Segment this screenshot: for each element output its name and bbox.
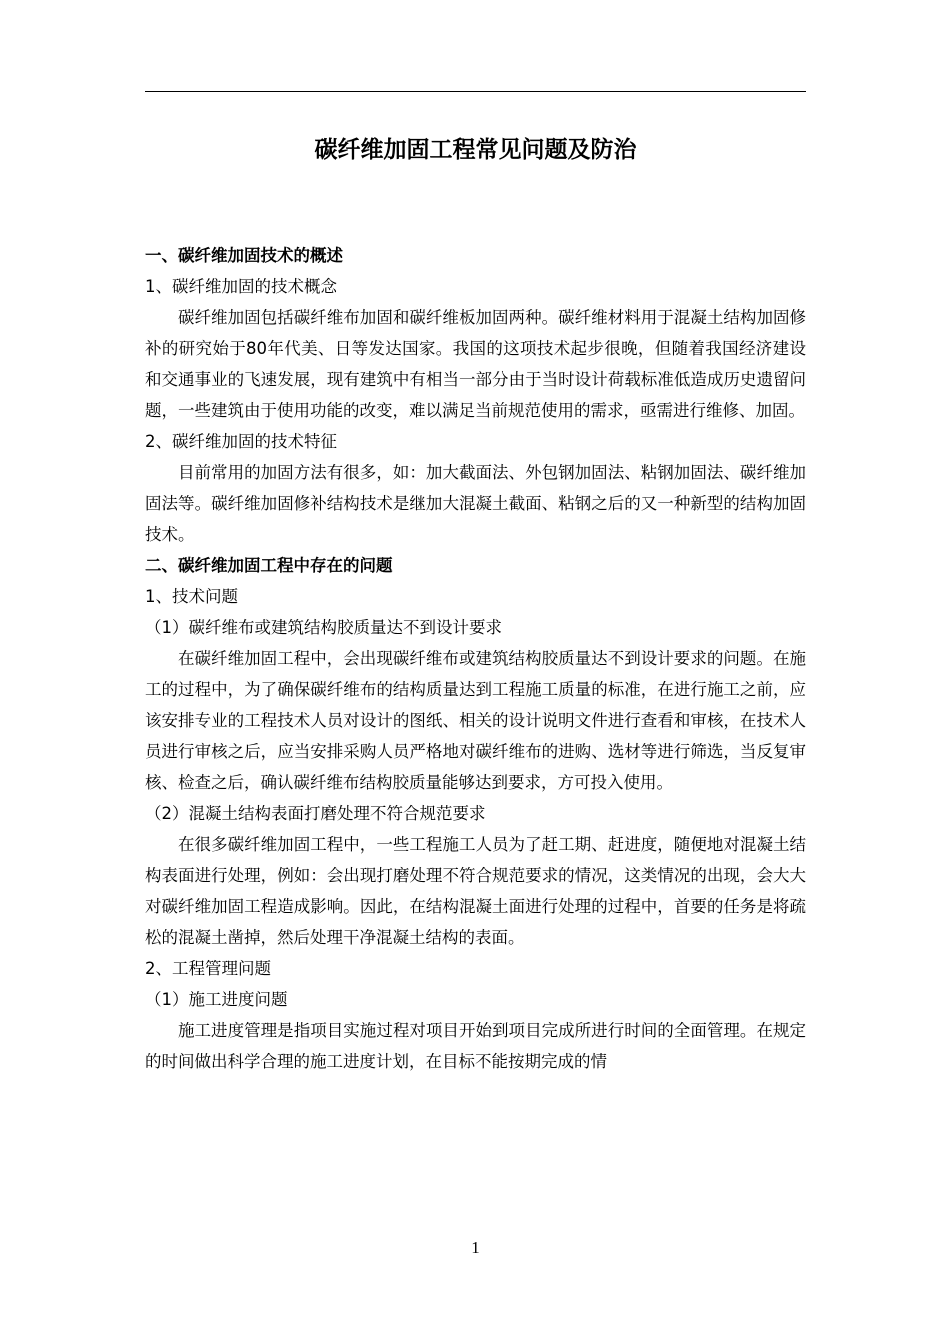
paragraph: 在很多碳纤维加固工程中，一些工程施工人员为了赶工期、赶进度，随便地对混凝土结构表面进行处理，例如：会出现打磨处理不符合规范要求的情况，这类情况的出现，会大大对碳纤维加固工程造成影响。因此，在结构混凝土面进行处理的过程中，首要的任务是将疏松的混凝土凿掉，然后处理干净混凝土结构的表面。 — [145, 835, 806, 947]
paragraph: 在碳纤维加固工程中，会出现碳纤维布或建筑结构胶质量达不到设计要求的问题。在施工的过程中，为了确保碳纤维布的结构质量达到工程施工质量的标准，在进行施工之前，应该安排专业的工程技术人员对设计的图纸、相关的设计说明文件进行查看和审核，在技术人员进行审核之后，应当安排采购人员严格地对碳纤维布的进购、选材等进行筛选，当反复审核、检查之后，确认碳纤维布结构胶质量能够达到要求，方可投入使用。 — [145, 649, 806, 792]
item-heading: （1）碳纤维布或建筑结构胶质量达不到设计要求 — [145, 618, 502, 637]
paragraph: 目前常用的加固方法有很多，如：加大截面法、外包钢加固法、粘钢加固法、碳纤维加固法等。碳纤维加固修补结构技术是继加大混凝土截面、粘钢之后的又一种新型的结构加固技术。 — [145, 463, 806, 544]
section-heading: 二、碳纤维加固工程中存在的问题 — [145, 556, 393, 575]
paragraph: 碳纤维加固包括碳纤维布加固和碳纤维板加固两种。碳纤维材料用于混凝土结构加固修补的研究始于80年代美、日等发达国家。我国的这项技术起步很晚，但随着我国经济建设和交通事业的飞速发展，现有建筑中有相当一部分由于当时设计荷载标准低造成历史遗留问题，一些建筑由于使用功能的改变，难以满足当前规范使用的需求，亟需进行维修、加固。 — [145, 308, 806, 420]
page-number: 1 — [471, 1238, 480, 1257]
subsection-heading: 1、技术问题 — [145, 587, 238, 606]
section-heading: 一、碳纤维加固技术的概述 — [145, 246, 343, 265]
header-rule — [145, 91, 806, 92]
document-title: 碳纤维加固工程常见问题及防治 — [314, 137, 637, 163]
item-heading: （1）施工进度问题 — [145, 990, 288, 1009]
subsection-heading: 1、碳纤维加固的技术概念 — [145, 277, 337, 296]
subsection-heading: 2、工程管理问题 — [145, 959, 271, 978]
document-body — [145, 240, 806, 1077]
item-heading: （2）混凝土结构表面打磨处理不符合规范要求 — [145, 804, 486, 823]
subsection-heading: 2、碳纤维加固的技术特征 — [145, 432, 337, 451]
paragraph: 施工进度管理是指项目实施过程对项目开始到项目完成所进行时间的全面管理。在规定的时间做出科学合理的施工进度计划，在目标不能按期完成的情 — [145, 1021, 806, 1071]
